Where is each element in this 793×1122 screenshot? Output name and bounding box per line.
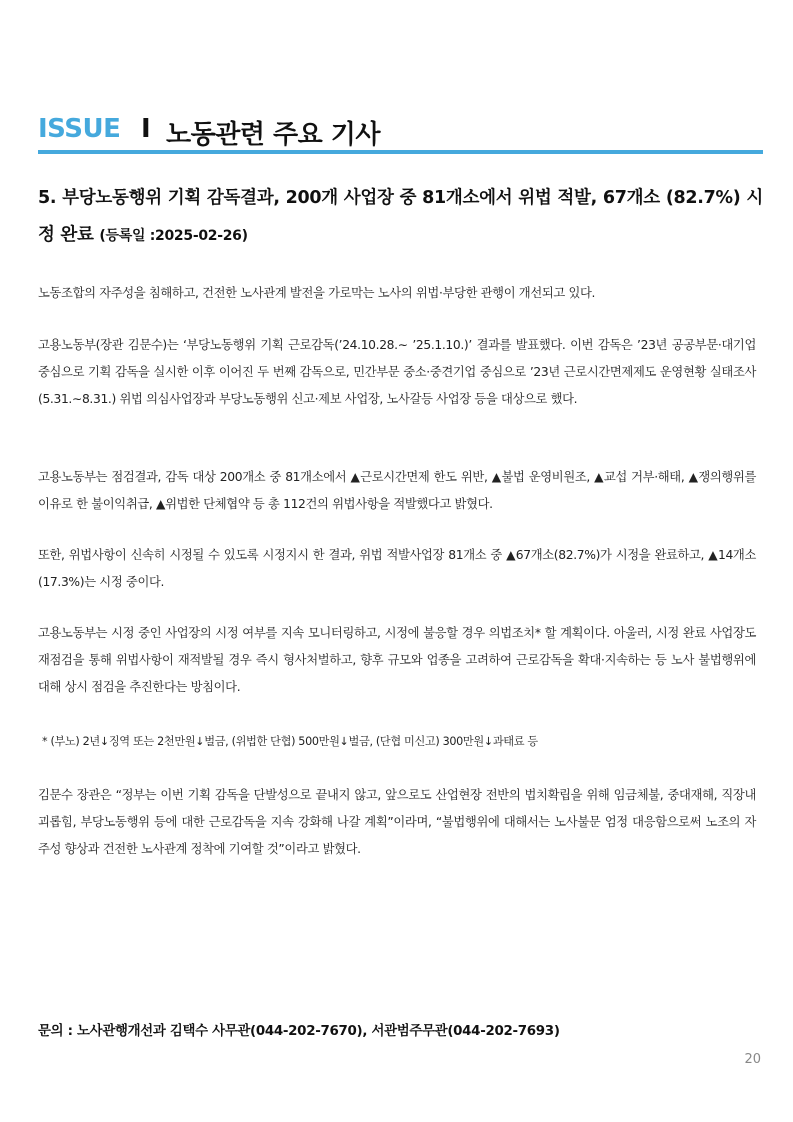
page-number: 20 (744, 1052, 761, 1067)
body-paragraph-4: 또한, 위법사항이 신속히 시정될 수 있도록 시정지시 한 결과, 위법 적발사업장 81개소 중 ▲67개소(82.7%)가 시정을 완료하고, ▲14개소(17.3%)는 시정 중이다. (38, 548, 756, 589)
footnote: * (부노) 2년↓징역 또는 2천만원↓벌금, (위법한 단협) 500만원↓벌금, (단협 미신고) 300만원↓과태료 등 (42, 735, 538, 748)
body-paragraph-3: 고용노동부는 점검결과, 감독 대상 200개소 중 81개소에서 ▲근로시간면제 한도 위반, ▲불법 운영비원조, ▲교섭 거부·해태, ▲쟁의행위를 이유로 한 불이익취급, ▲위법한 단체협약 등 총 112건의 위법사항을 적발했다고 밝혔다. (38, 470, 756, 511)
registration-date: (등록일 :2025-02-26) (99, 228, 248, 244)
body-paragraph-6: 김문수 장관은 “정부는 이번 기획 감독을 단발성으로 끝내지 않고, 앞으로도 산업현장 전반의 법치확립을 위해 임금체불, 중대재해, 직장내 괴롭힘, 부당노동행위 등에 대한 근로감독을 지속 강화해 나갈 계획”이라며, “불법행위에 대해서는 노사불문 엄정 대응함으로써 노조의 자주성 향상과 건전한 노사관계 정착에 기여할 것”이라고 밝혔다. (38, 788, 756, 856)
section-header (38, 112, 763, 154)
header-separator: I (141, 114, 151, 144)
body-paragraph-5: 고용노동부는 시정 중인 사업장의 시정 여부를 지속 모니터링하고, 시정에 불응할 경우 의법조치* 할 계획이다. 아울러, 시정 완료 사업장도 재점검을 통해 위법사항이 재적발될 경우 즉시 형사처벌하고, 향후 규모와 업종을 고려하여 근로감독을 확대·지속하는 등 노사 불법행위에 대해 상시 점검을 추진한다는 방침이다. (38, 626, 756, 694)
body-paragraph-2: 고용노동부(장관 김문수)는 ‘부당노동행위 기획 근로감독(’24.10.28.∼ ’25.1.10.)’ 결과를 발표했다. 이번 감독은 ’23년 공공부문·대기업 중심으로 기획 감독을 실시한 이후 이어진 두 번째 감독으로, 민간부문 중소·중견기업 중심으로 ’23년 근로시간면제제도 운영현황 실태조사(5.31.∼8.31.) 위법 의심사업장과 부당노동행위 신고·제보 사업장, 노사갈등 사업장 등을 대상으로 했다. (38, 338, 756, 406)
headline-text: 5. 부당노동행위 기획 감독결과, 200개 사업장 중 81개소에서 위법 적발, 67개소 (82.7%) 시정 완료 (38, 188, 763, 245)
article-headline (38, 180, 763, 255)
body-paragraph-1: 노동조합의 자주성을 침해하고, 건전한 노사관계 발전을 가로막는 노사의 위법·부당한 관행이 개선되고 있다. (38, 286, 596, 300)
contact-info: 문의 : 노사관행개선과 김택수 사무관(044-202-7670), 서관범주무관(044-202-7693) (38, 1024, 560, 1039)
issue-label: ISSUE (38, 114, 121, 144)
section-title: 노동관련 주요 기사 (166, 120, 381, 150)
